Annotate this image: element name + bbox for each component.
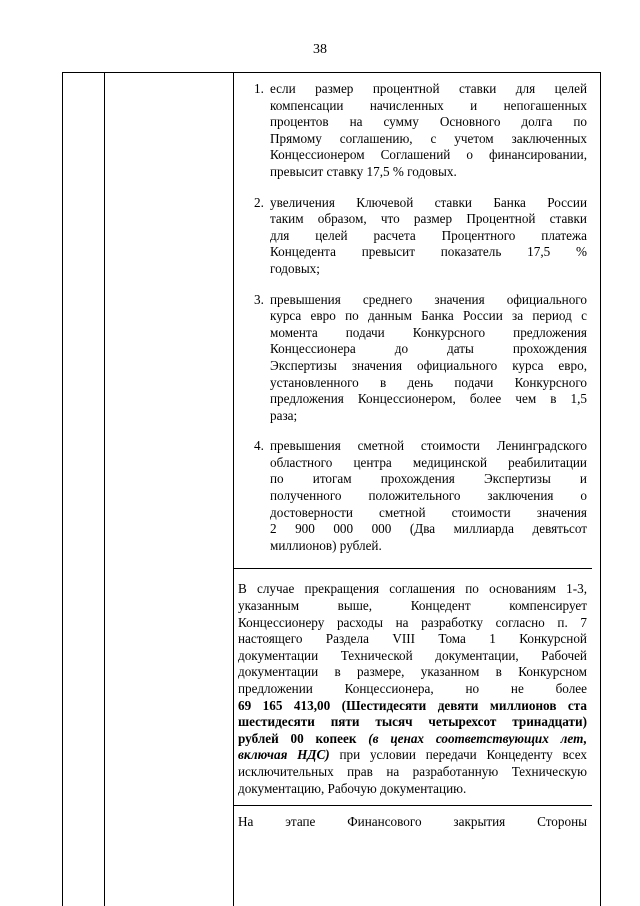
compensation-paragraph — [238, 581, 587, 797]
text-line: полученного положительного заключения о — [270, 488, 587, 504]
text-line: предложении Концессионера, но не более — [238, 681, 587, 696]
amount-text: рублей 00 копеек — [238, 730, 357, 746]
text-line: Экспертизы значения официального курса евро, — [270, 357, 587, 373]
text-line: годовых; — [270, 260, 320, 276]
prices-note: включая НДС) — [238, 747, 330, 763]
text-line: Концессионеру расходы на разработку согласно п. 7 — [238, 614, 587, 630]
text-fragment: при условии передачи Концеденту всех — [339, 747, 588, 763]
text-line: документацию, Рабочую документацию. — [238, 780, 467, 796]
text-line: процентов на сумму Основного долга по — [270, 114, 587, 130]
document-table — [62, 72, 601, 906]
text-line: превысит ставку 17,5 % годовых. — [270, 163, 457, 179]
text-line: В случае прекращения соглашения по основаниям 1-3, — [238, 581, 587, 597]
text-line: документации в размере, указанном в Конкурсном — [238, 664, 587, 680]
text-line: по итогам прохождения Экспертизы и — [270, 471, 587, 487]
list-number: 1. — [254, 81, 264, 96]
text-line: настоящего Раздела VIII Тома 1 Конкурсной — [238, 631, 587, 647]
amount-text: 69 165 413,00 (Шестидесяти девяти миллионов ста — [238, 697, 587, 713]
conditions-list — [238, 81, 587, 554]
text-line: документации Технической документации, Рабочей — [238, 647, 587, 663]
text-line: для целей расчета Процентного платежа — [270, 227, 587, 243]
list-number: 4. — [254, 438, 264, 454]
text-line: 2 900 000 000 (Два миллиарда девятьсот — [270, 521, 587, 537]
page-number: 38 — [313, 42, 327, 57]
text-line: Концедента превысит показатель 17,5 % — [270, 244, 587, 260]
text-line: достоверности сметной стоимости значения — [270, 504, 587, 520]
table-border-right — [600, 73, 601, 906]
prices-note: (в ценах соответствующих лет, — [368, 730, 587, 746]
text-line: увеличения Ключевой ставки Банка России — [270, 194, 587, 210]
text-line: превышения сметной стоимости Ленинградского — [270, 438, 587, 454]
text-line — [238, 747, 587, 764]
row-divider — [233, 568, 592, 569]
table-column-divider — [233, 73, 234, 906]
list-item — [238, 438, 587, 554]
list-number: 2. — [254, 194, 264, 210]
text-line: указанным выше, Концедент компенсирует — [238, 598, 587, 614]
amount-text: шестидесяти пяти тысяч четырехсот тринадцати) — [238, 714, 587, 730]
list-item — [238, 81, 587, 181]
list-number: 3. — [254, 291, 264, 307]
table-column-divider — [104, 73, 105, 906]
text-line: превышения среднего значения официального — [270, 291, 587, 307]
content-cell — [238, 81, 587, 831]
text-line: компенсации начисленных и непогашенных — [270, 97, 587, 113]
text-line: Концессионера до даты прохождения — [270, 341, 587, 357]
text-line: момента подачи Конкурсного предложения — [270, 324, 587, 340]
text-line: раза; — [270, 407, 298, 423]
text-line: исключительных прав на разработанную Техническую — [238, 763, 587, 779]
text-line — [238, 731, 587, 748]
text-line: курса евро по данным Банка России за период с — [270, 308, 587, 324]
list-item — [238, 195, 587, 278]
text-line: На этапе Финансового закрытия Стороны — [238, 814, 587, 830]
row-divider — [233, 805, 592, 806]
list-item — [238, 292, 587, 425]
text-line: Концессионером Соглашений о финансировании, — [270, 147, 587, 163]
table-border-left — [62, 73, 63, 906]
text-line: областного центра медицинской реабилитации — [270, 454, 587, 470]
text-line: если размер процентной ставки для целей — [270, 81, 587, 96]
text-line: таким образом, что размер Процентной ставки — [270, 211, 587, 227]
text-line: миллионов) рублей. — [270, 537, 382, 553]
text-line: установленного в день подачи Конкурсного — [270, 374, 587, 390]
text-line: предложения Концессионером, более чем в 1,5 — [270, 391, 587, 407]
text-line: Прямому соглашению, с учетом заключенных — [270, 130, 587, 146]
